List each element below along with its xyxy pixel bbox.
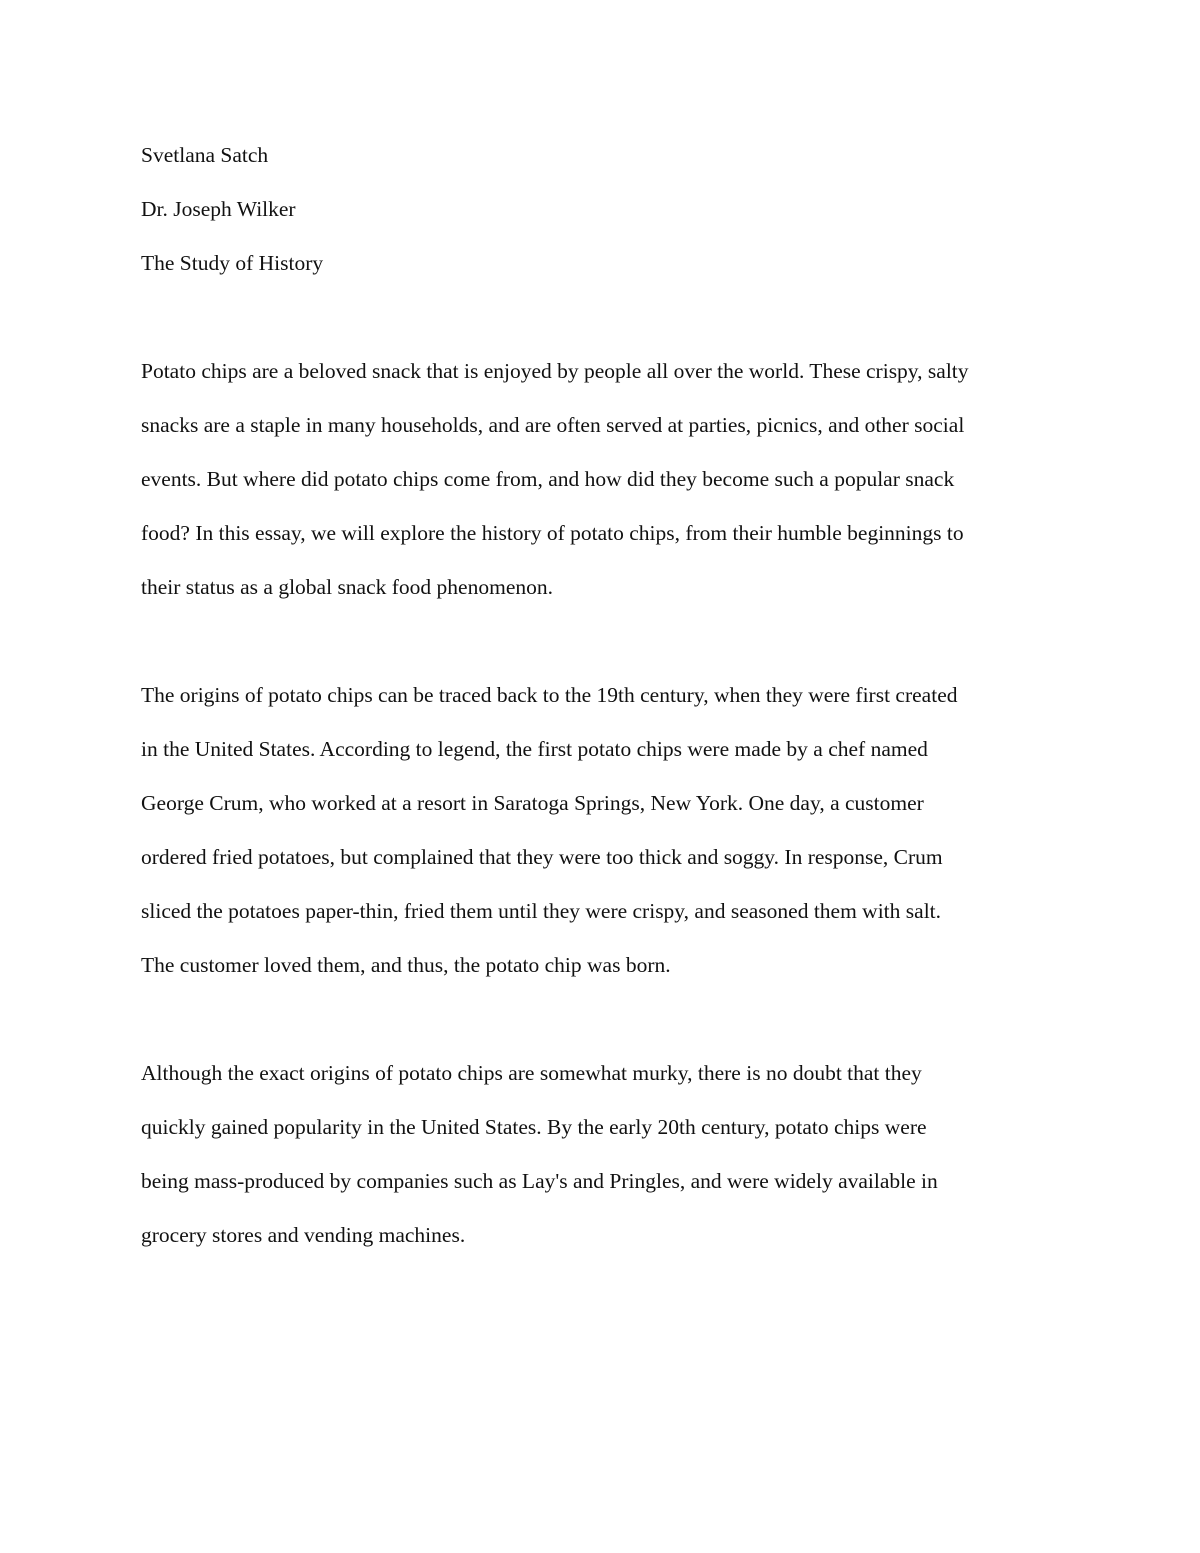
paragraph-origins: The origins of potato chips can be traced back to the 19th century, when they were first created in the United States. According to legend, the first potato chips were made by a chef named George Crum, who worked at a resort in Saratoga Springs, New York. One day, a customer ordered fried potatoes, but complained that they were too thick and soggy. In response, Crum sliced the potatoes paper-thin, fried them until they were crispy, and seasoned them with salt. The customer loved them, and thus, the potato chip was born. (141, 683, 958, 977)
document-body (141, 128, 1056, 1316)
instructor-name: Dr. Joseph Wilker (141, 197, 296, 221)
paragraph-intro: Potato chips are a beloved snack that is enjoyed by people all over the world. These crispy, salty snacks are a staple in many households, and are often served at parties, picnics, and other social events. But where did potato chips come from, and how did they become such a popular snack food? In this essay, we will explore the history of potato chips, from their humble beginnings to their status as a global snack food phenomenon. (141, 359, 969, 599)
course-title: The Study of History (141, 251, 324, 275)
paragraph-popularity: Although the exact origins of potato chips are somewhat murky, there is no doubt that they quickly gained popularity in the United States. By the early 20th century, potato chips were being mass-produced by companies such as Lay's and Pringles, and were widely available in grocery stores and vending machines. (141, 1061, 938, 1247)
author-name: Svetlana Satch (141, 143, 269, 167)
essay-header (141, 128, 1056, 290)
